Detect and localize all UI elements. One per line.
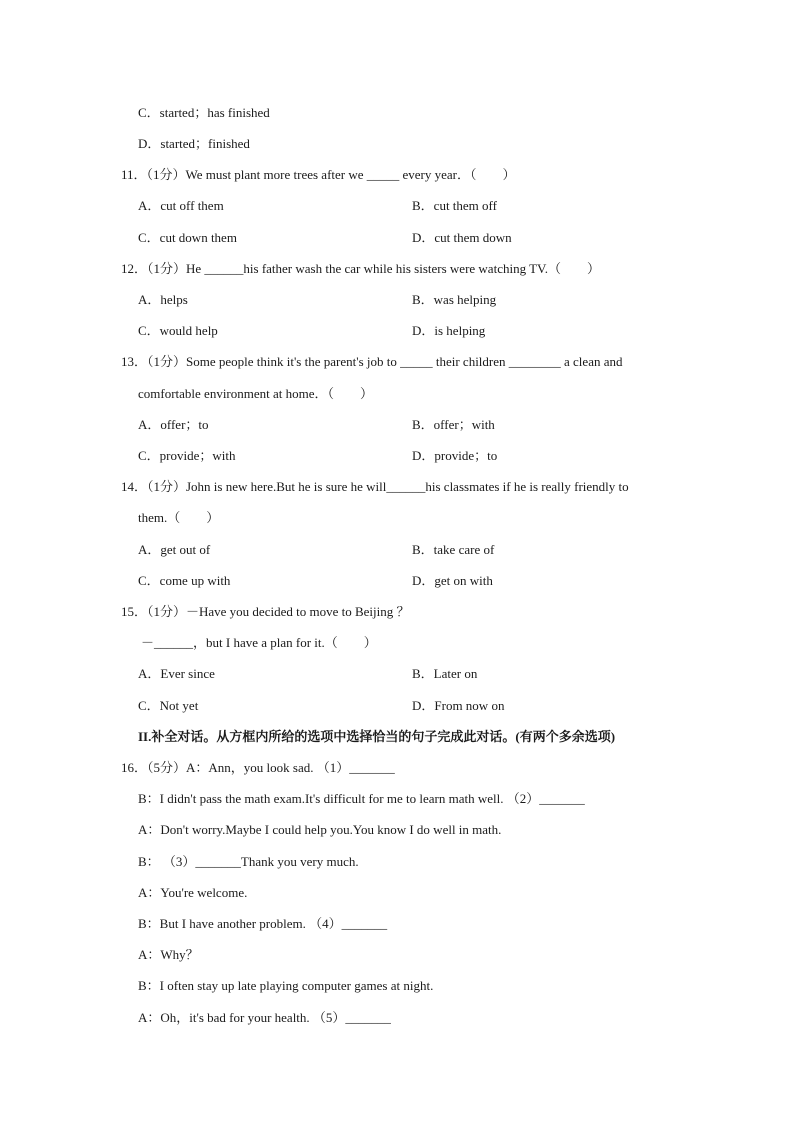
q15-option-d: D．From now on: [412, 698, 505, 713]
question-15: 15．（1分）－Have you decided to move to Beijing ？: [121, 604, 410, 619]
dialogue-line: A：Why？: [138, 947, 199, 962]
q11-option-a: A．cut off them: [138, 198, 224, 213]
q13-option-b: B．offer；with: [412, 417, 495, 432]
q15-option-a: A．Ever since: [138, 666, 215, 681]
q12-option-c: C．would help: [138, 323, 218, 338]
question-12: 12．（1分）He ______his father wash the car while his sisters were watching TV.（ ）: [121, 261, 600, 276]
q13-option-a: A．offer；to: [138, 417, 209, 432]
dialogue-line: B：I often stay up late playing computer games at night.: [138, 978, 434, 993]
q12-option-b: B．was helping: [412, 292, 497, 307]
q11-option-d: D．cut them down: [412, 230, 512, 245]
section-heading: II.补全对话。从方框内所给的选项中选择恰当的句子完成此对话。(有两个多余选项): [138, 729, 616, 744]
question-13-cont: comfortable environment at home．（ ）: [138, 386, 374, 401]
question-11: 11．（1分）We must plant more trees after we _____ every year．（ ）: [121, 167, 516, 182]
q10-option-d: D．started；finished: [138, 136, 250, 151]
q15-option-b: B．Later on: [412, 666, 478, 681]
question-14: 14．（1分）John is new here.But he is sure he will______his classmates if he is really friendly to: [121, 479, 629, 494]
q10-option-c: C．started；has finished: [138, 105, 270, 120]
dialogue-line: B：But I have another problem. （4）_______: [138, 916, 388, 931]
question-14-cont: them.（ ）: [138, 510, 220, 525]
q14-option-d: D．get on with: [412, 573, 493, 588]
q11-option-c: C．cut down them: [138, 230, 237, 245]
q12-option-d: D．is helping: [412, 323, 486, 338]
dialogue-line: A：Don't worry.Maybe I could help you.You know I do well in math.: [138, 822, 502, 837]
q11-option-b: B．cut them off: [412, 198, 497, 213]
dialogue-line: A：Oh，it's bad for your health. （5）_______: [138, 1010, 391, 1025]
q14-option-c: C．come up with: [138, 573, 231, 588]
q13-option-c: C．provide；with: [138, 448, 236, 463]
q14-option-b: B．take care of: [412, 542, 495, 557]
q14-option-a: A．get out of: [138, 542, 211, 557]
q12-option-a: A．helps: [138, 292, 188, 307]
dialogue-line: A：You're welcome.: [138, 885, 248, 900]
question-15-cont: －______，but I have a plan for it.（ ）: [141, 635, 377, 650]
q13-option-d: D．provide；to: [412, 448, 498, 463]
question-13: 13．（1分）Some people think it's the parent's job to _____ their children ________ a clean and: [121, 354, 623, 369]
dialogue-line: B： （3）_______Thank you very much.: [138, 854, 359, 869]
dialogue-line: B：I didn't pass the math exam.It's difficult for me to learn math well. （2）_______: [138, 791, 585, 806]
q15-option-c: C．Not yet: [138, 698, 199, 713]
question-16: 16．（5分）A：Ann，you look sad. （1）_______: [121, 760, 395, 775]
